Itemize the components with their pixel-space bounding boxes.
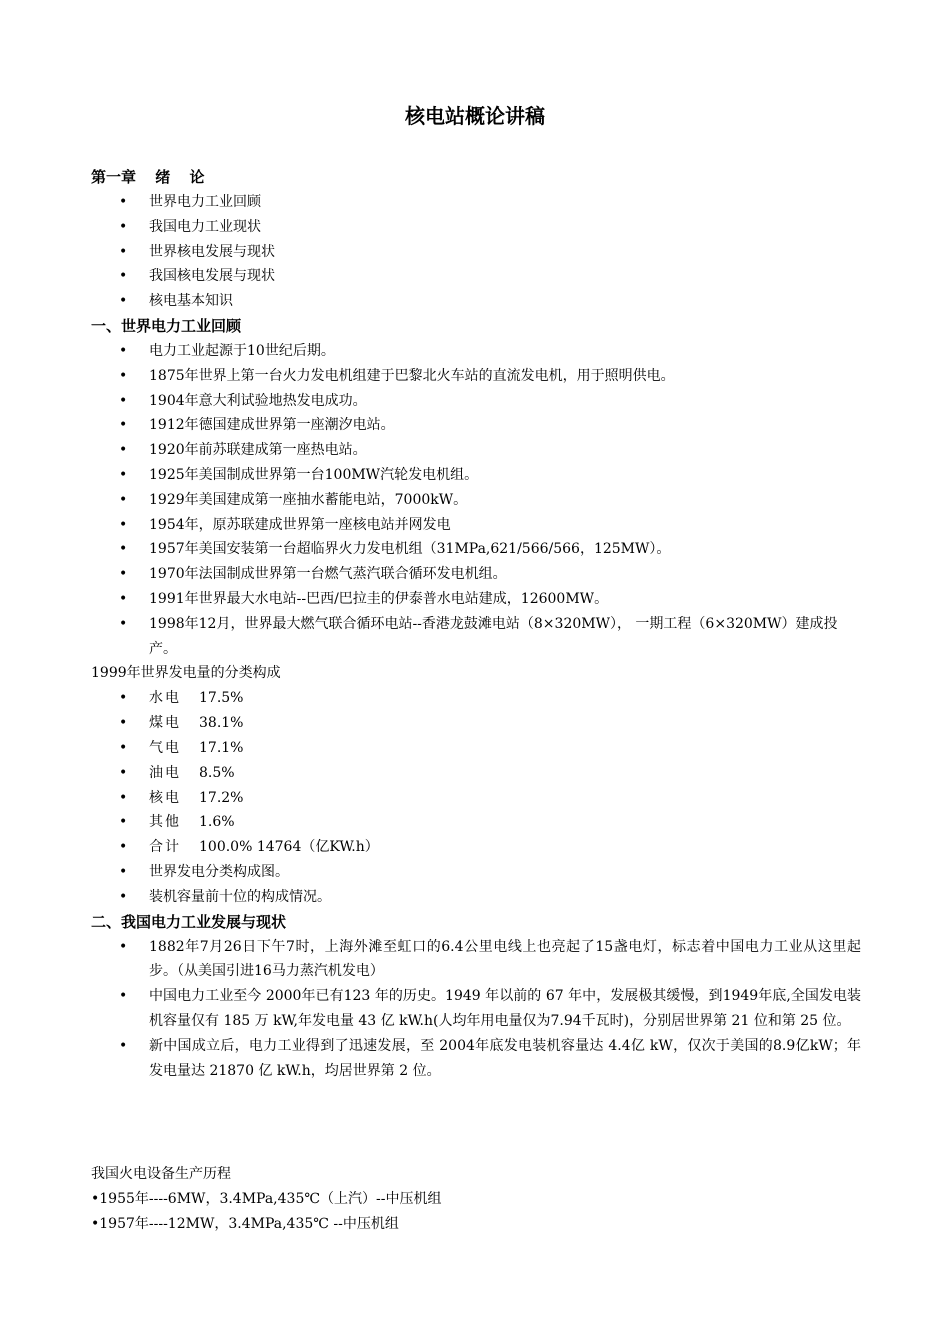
- share-value: 17.5%: [199, 690, 244, 707]
- chapter-heading: 第一章 绪 论: [91, 168, 205, 186]
- list-item: [91, 736, 861, 761]
- list-item: • 核电基本知识: [91, 289, 861, 314]
- source-label: 煤电: [149, 715, 181, 732]
- main-content: [91, 165, 861, 1083]
- bullet-icon: •: [119, 541, 128, 558]
- share-value: 8.5%: [199, 764, 235, 781]
- bullet-icon: •: [119, 342, 128, 359]
- china-history-list: [91, 935, 861, 1084]
- bullet-icon: •: [119, 367, 128, 384]
- bullet-icon: •: [119, 715, 128, 732]
- list-item: [91, 686, 861, 711]
- bullet-icon: •: [119, 466, 128, 483]
- list-item: • 1920年前苏联建成第一座热电站。: [91, 438, 861, 463]
- bullet-icon: •: [119, 194, 128, 210]
- world-history-list: [91, 339, 861, 661]
- list-item: • 1970年法国制成世界第一台燃气蒸汽联合循环发电机组。: [91, 562, 861, 587]
- list-item: [91, 786, 861, 811]
- share-value: 17.1%: [199, 739, 244, 756]
- bullet-icon: •: [119, 442, 128, 459]
- list-item: [91, 711, 861, 736]
- bullet-icon: •: [119, 268, 128, 285]
- chapter-outline-list: [91, 190, 861, 314]
- list-item: • 新中国成立后，电力工业得到了迅速发展，至 2004年底发电装机容量达 4.4亿 kW，仅次于美国的8.9亿kW；年发电量达 21870 亿 kW.h，均居世界第 2 位。: [91, 1034, 861, 1084]
- share-value: 38.1%: [199, 715, 244, 732]
- list-item: • 世界电力工业回顾: [91, 190, 861, 215]
- bullet-icon: •: [119, 988, 128, 1005]
- list-item: •1957年----12MW，3.4MPa,435℃ --中压机组: [91, 1216, 399, 1232]
- list-item: • 1991年世界最大水电站--巴西/巴拉圭的伊泰普水电站建成，12600MW。: [91, 587, 861, 612]
- thermal-equipment-section: [91, 1162, 861, 1237]
- section-heading-thermal: 我国火电设备生产历程: [91, 1166, 231, 1182]
- bullet-icon: •: [119, 888, 128, 905]
- source-label: 其他: [149, 814, 181, 831]
- list-item: • 1875年世界上第一台火力发电机组建于巴黎北火车站的直流发电机，用于照明供电。: [91, 364, 861, 389]
- source-label: 油电: [149, 764, 181, 781]
- source-label: 水电: [149, 690, 181, 707]
- list-item: [91, 810, 861, 835]
- bullet-icon: •: [119, 789, 128, 806]
- list-item: • 电力工业起源于10世纪后期。: [91, 339, 861, 364]
- bullet-icon: •: [119, 590, 128, 607]
- list-item: • 1882年7月26日下午7时，上海外滩至虹口的6.4公里电线上也亮起了15盏电灯，标志着中国电力工业从这里起步。（从美国引进16马力蒸汽机发电）: [91, 935, 861, 985]
- share-value: 1.6%: [199, 814, 235, 831]
- list-item: • 世界发电分类构成图。: [91, 860, 861, 885]
- list-item: • 1925年美国制成世界第一台100MW汽轮发电机组。: [91, 463, 861, 488]
- bullet-icon: •: [119, 566, 128, 583]
- bullet-icon: •: [119, 615, 128, 632]
- bullet-icon: •: [119, 1037, 128, 1054]
- list-item: • 1957年美国安装第一台超临界火力发电机组（31MPa,621/566/566，125MW）。: [91, 537, 861, 562]
- bullet-icon: •: [119, 739, 128, 756]
- list-item: • 1912年德国建成世界第一座潮汐电站。: [91, 413, 861, 438]
- source-label: 气电: [149, 739, 181, 756]
- list-item: • 我国核电发展与现状: [91, 264, 861, 289]
- bullet-icon: •: [119, 243, 128, 260]
- document-title: 核电站概论讲稿: [405, 104, 545, 128]
- list-item: • 世界核电发展与现状: [91, 240, 861, 265]
- bullet-icon: •: [119, 491, 128, 508]
- list-item: • 1998年12月，世界最大燃气联合循环电站--香港龙鼓滩电站（8×320MW）， 一期工程（6×320MW）建成投产。: [91, 612, 861, 662]
- list-item: [91, 761, 861, 786]
- bullet-icon: •: [119, 516, 128, 533]
- share-value: 100.0% 14764（亿KW.h）: [199, 839, 379, 856]
- list-item: •1955年----6MW，3.4MPa,435℃（上汽）--中压机组: [91, 1191, 442, 1207]
- bullet-icon: •: [119, 417, 128, 434]
- bullet-icon: •: [119, 293, 128, 310]
- source-label: 核电: [149, 789, 181, 806]
- bullet-icon: •: [119, 938, 128, 955]
- bullet-icon: •: [119, 839, 128, 856]
- bullet-icon: •: [119, 814, 128, 831]
- list-item: • 1954年，原苏联建成世界第一座核电站并网发电: [91, 513, 861, 538]
- list-item: • 1929年美国建成第一座抽水蓄能电站，7000kW。: [91, 488, 861, 513]
- bullet-icon: •: [119, 764, 128, 781]
- generation-mix-heading: 1999年世界发电量的分类构成: [91, 665, 281, 682]
- list-item: • 装机容量前十位的构成情况。: [91, 885, 861, 910]
- share-value: 17.2%: [199, 789, 244, 806]
- section-heading-world: 一、世界电力工业回顾: [91, 316, 242, 335]
- section-heading-china: 二、我国电力工业发展与现状: [91, 912, 287, 931]
- list-item: [91, 835, 861, 860]
- bullet-icon: •: [119, 218, 128, 235]
- bullet-icon: •: [119, 392, 128, 409]
- bullet-icon: •: [119, 690, 128, 707]
- list-item: • 中国电力工业至今 2000年已有123 年的历史。1949 年以前的 67 年中，发展极其缓慢，到1949年底,全国发电装机容量仅有 185 万 kW,年发电量 43 亿 kW.h(人均年用电量仅为7.94千瓦时)，分别居世界第 21 位和第 25 位。: [91, 984, 861, 1034]
- list-item: • 1904年意大利试验地热发电成功。: [91, 389, 861, 414]
- bullet-icon: •: [119, 863, 128, 880]
- source-label: 合计: [149, 839, 181, 856]
- generation-mix-list: [91, 686, 861, 909]
- list-item: • 我国电力工业现状: [91, 215, 861, 240]
